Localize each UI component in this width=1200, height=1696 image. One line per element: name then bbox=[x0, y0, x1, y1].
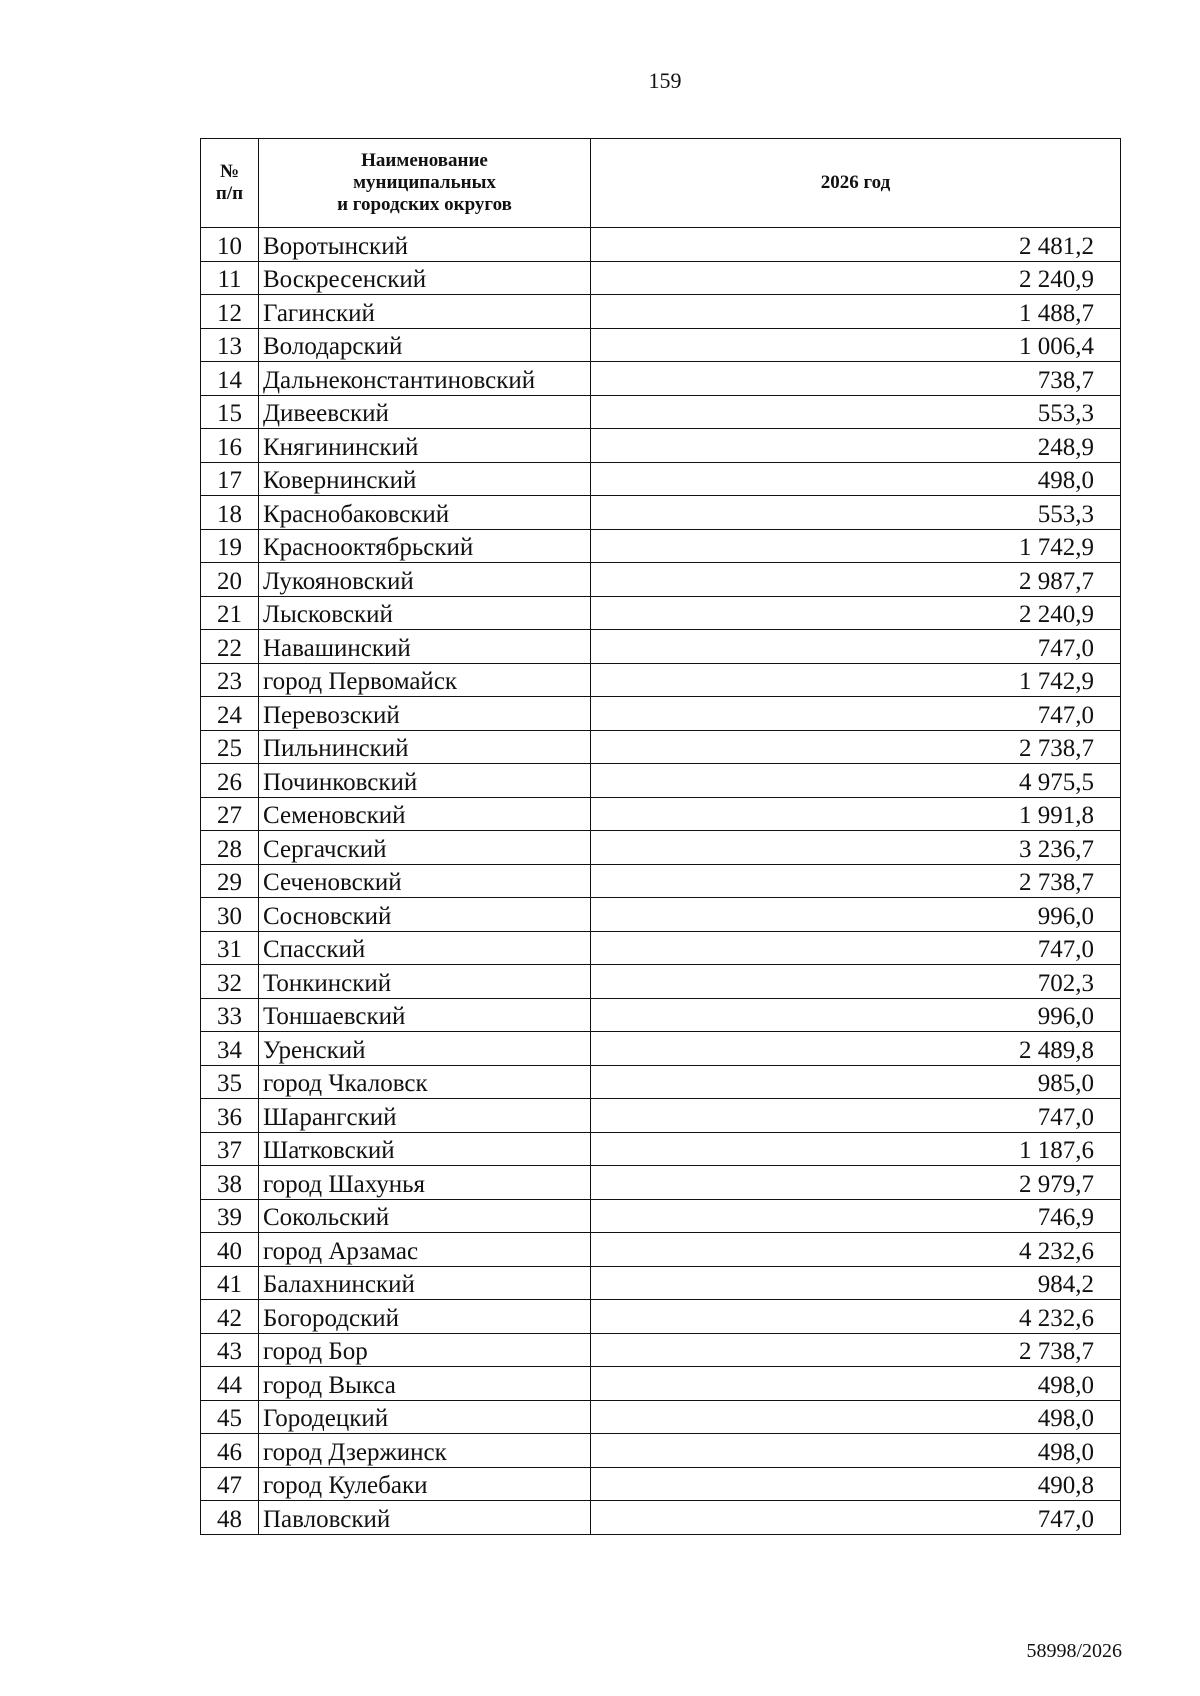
value-2026: 498,0 bbox=[591, 462, 1121, 496]
municipality-name: Спасский bbox=[259, 931, 591, 965]
value-2026: 553,3 bbox=[591, 395, 1121, 429]
table-row bbox=[201, 496, 1121, 530]
table-row bbox=[201, 1099, 1121, 1133]
value-2026: 1 742,9 bbox=[591, 529, 1121, 563]
table-row bbox=[201, 261, 1121, 295]
table-row bbox=[201, 1434, 1121, 1468]
value-2026: 2 738,7 bbox=[591, 730, 1121, 764]
municipality-name: Краснооктябрьский bbox=[259, 529, 591, 563]
municipality-name: Княгининский bbox=[259, 429, 591, 463]
row-number: 18 bbox=[201, 496, 259, 530]
municipality-name: Дальнеконстантиновский bbox=[259, 362, 591, 396]
municipality-name: Сеченовский bbox=[259, 864, 591, 898]
row-number: 10 bbox=[201, 228, 259, 262]
table-row bbox=[201, 730, 1121, 764]
table-row bbox=[201, 931, 1121, 965]
table-row bbox=[201, 328, 1121, 362]
municipality-name: Лысковский bbox=[259, 596, 591, 630]
table-row bbox=[201, 998, 1121, 1032]
municipality-name: Тоншаевский bbox=[259, 998, 591, 1032]
table-header bbox=[201, 139, 1121, 228]
value-2026: 747,0 bbox=[591, 1099, 1121, 1133]
municipality-name: Володарский bbox=[259, 328, 591, 362]
value-2026: 490,8 bbox=[591, 1467, 1121, 1501]
row-number: 45 bbox=[201, 1400, 259, 1434]
row-number: 13 bbox=[201, 328, 259, 362]
table-row bbox=[201, 462, 1121, 496]
row-number: 12 bbox=[201, 295, 259, 329]
value-2026: 996,0 bbox=[591, 898, 1121, 932]
header-value: 2026 год bbox=[591, 139, 1121, 228]
row-number: 42 bbox=[201, 1300, 259, 1334]
municipality-name: Уренский bbox=[259, 1032, 591, 1066]
value-2026: 1 991,8 bbox=[591, 797, 1121, 831]
row-number: 29 bbox=[201, 864, 259, 898]
value-2026: 2 738,7 bbox=[591, 1333, 1121, 1367]
value-2026: 1 488,7 bbox=[591, 295, 1121, 329]
value-2026: 4 975,5 bbox=[591, 764, 1121, 798]
value-2026: 4 232,6 bbox=[591, 1233, 1121, 1267]
row-number: 38 bbox=[201, 1166, 259, 1200]
municipality-name: Богородский bbox=[259, 1300, 591, 1334]
municipality-name: город Кулебаки bbox=[259, 1467, 591, 1501]
row-number: 17 bbox=[201, 462, 259, 496]
municipality-name: Павловский bbox=[259, 1501, 591, 1535]
row-number: 14 bbox=[201, 362, 259, 396]
value-2026: 747,0 bbox=[591, 697, 1121, 731]
value-2026: 1 006,4 bbox=[591, 328, 1121, 362]
table-row bbox=[201, 429, 1121, 463]
value-2026: 747,0 bbox=[591, 1501, 1121, 1535]
row-number: 24 bbox=[201, 697, 259, 731]
row-number: 31 bbox=[201, 931, 259, 965]
municipality-name: Лукояновский bbox=[259, 563, 591, 597]
municipality-name: Сокольский bbox=[259, 1199, 591, 1233]
table-row bbox=[201, 529, 1121, 563]
value-2026: 738,7 bbox=[591, 362, 1121, 396]
row-number: 11 bbox=[201, 261, 259, 295]
value-2026: 985,0 bbox=[591, 1065, 1121, 1099]
municipality-name: Гагинский bbox=[259, 295, 591, 329]
municipality-name: Перевозский bbox=[259, 697, 591, 731]
row-number: 15 bbox=[201, 395, 259, 429]
table-row bbox=[201, 1233, 1121, 1267]
table-row bbox=[201, 1333, 1121, 1367]
value-2026: 498,0 bbox=[591, 1400, 1121, 1434]
municipality-name: город Чкаловск bbox=[259, 1065, 591, 1099]
table-row bbox=[201, 1199, 1121, 1233]
value-2026: 996,0 bbox=[591, 998, 1121, 1032]
municipality-name: Воротынский bbox=[259, 228, 591, 262]
table-row bbox=[201, 1032, 1121, 1066]
row-number: 39 bbox=[201, 1199, 259, 1233]
table-row bbox=[201, 697, 1121, 731]
municipality-name: Городецкий bbox=[259, 1400, 591, 1434]
row-number: 34 bbox=[201, 1032, 259, 1066]
row-number: 19 bbox=[201, 529, 259, 563]
table-row bbox=[201, 1300, 1121, 1334]
value-2026: 2 481,2 bbox=[591, 228, 1121, 262]
table-row bbox=[201, 663, 1121, 697]
municipality-name: город Шахунья bbox=[259, 1166, 591, 1200]
table-row bbox=[201, 1467, 1121, 1501]
municipality-name: Шарангский bbox=[259, 1099, 591, 1133]
value-2026: 747,0 bbox=[591, 931, 1121, 965]
value-2026: 248,9 bbox=[591, 429, 1121, 463]
value-2026: 498,0 bbox=[591, 1367, 1121, 1401]
table-row bbox=[201, 764, 1121, 798]
table-body bbox=[201, 228, 1121, 1535]
table-row bbox=[201, 1132, 1121, 1166]
table-row bbox=[201, 1065, 1121, 1099]
row-number: 47 bbox=[201, 1467, 259, 1501]
municipality-name: город Выкса bbox=[259, 1367, 591, 1401]
value-2026: 1 742,9 bbox=[591, 663, 1121, 697]
table-row bbox=[201, 228, 1121, 262]
table-row bbox=[201, 1166, 1121, 1200]
value-2026: 553,3 bbox=[591, 496, 1121, 530]
row-number: 41 bbox=[201, 1266, 259, 1300]
value-2026: 2 489,8 bbox=[591, 1032, 1121, 1066]
municipality-name: город Первомайск bbox=[259, 663, 591, 697]
row-number: 36 bbox=[201, 1099, 259, 1133]
value-2026: 2 979,7 bbox=[591, 1166, 1121, 1200]
value-2026: 4 232,6 bbox=[591, 1300, 1121, 1334]
value-2026: 984,2 bbox=[591, 1266, 1121, 1300]
value-2026: 747,0 bbox=[591, 630, 1121, 664]
value-2026: 2 987,7 bbox=[591, 563, 1121, 597]
header-row bbox=[201, 139, 1121, 228]
table-row bbox=[201, 596, 1121, 630]
row-number: 28 bbox=[201, 831, 259, 865]
header-num: № п/п bbox=[201, 139, 259, 228]
table-row bbox=[201, 898, 1121, 932]
table-row bbox=[201, 1400, 1121, 1434]
table-row bbox=[201, 864, 1121, 898]
row-number: 46 bbox=[201, 1434, 259, 1468]
row-number: 16 bbox=[201, 429, 259, 463]
table-row bbox=[201, 1501, 1121, 1535]
table-row bbox=[201, 965, 1121, 999]
row-number: 22 bbox=[201, 630, 259, 664]
municipality-name: город Арзамас bbox=[259, 1233, 591, 1267]
row-number: 44 bbox=[201, 1367, 259, 1401]
row-number: 20 bbox=[201, 563, 259, 597]
document-id: 58998/2026 bbox=[1026, 1640, 1122, 1662]
row-number: 25 bbox=[201, 730, 259, 764]
municipality-name: Семеновский bbox=[259, 797, 591, 831]
municipality-name: Шатковский bbox=[259, 1132, 591, 1166]
table-row bbox=[201, 630, 1121, 664]
row-number: 33 bbox=[201, 998, 259, 1032]
municipality-name: Навашинский bbox=[259, 630, 591, 664]
municipality-name: Дивеевский bbox=[259, 395, 591, 429]
municipality-name: Сергачский bbox=[259, 831, 591, 865]
table-row bbox=[201, 797, 1121, 831]
row-number: 32 bbox=[201, 965, 259, 999]
table-row bbox=[201, 831, 1121, 865]
table-row bbox=[201, 395, 1121, 429]
value-2026: 3 236,7 bbox=[591, 831, 1121, 865]
municipality-name: Починковский bbox=[259, 764, 591, 798]
row-number: 37 bbox=[201, 1132, 259, 1166]
table-row bbox=[201, 563, 1121, 597]
table-row bbox=[201, 295, 1121, 329]
row-number: 27 bbox=[201, 797, 259, 831]
table-row bbox=[201, 1367, 1121, 1401]
value-2026: 2 240,9 bbox=[591, 596, 1121, 630]
row-number: 40 bbox=[201, 1233, 259, 1267]
row-number: 23 bbox=[201, 663, 259, 697]
municipality-name: город Бор bbox=[259, 1333, 591, 1367]
row-number: 21 bbox=[201, 596, 259, 630]
table-row bbox=[201, 1266, 1121, 1300]
municipality-name: Краснобаковский bbox=[259, 496, 591, 530]
municipality-name: Воскресенский bbox=[259, 261, 591, 295]
table-row bbox=[201, 362, 1121, 396]
municipality-name: город Дзержинск bbox=[259, 1434, 591, 1468]
value-2026: 702,3 bbox=[591, 965, 1121, 999]
header-name: Наименование муниципальных и городских округов bbox=[259, 139, 591, 228]
municipality-name: Сосновский bbox=[259, 898, 591, 932]
row-number: 35 bbox=[201, 1065, 259, 1099]
value-2026: 1 187,6 bbox=[591, 1132, 1121, 1166]
municipality-name: Пильнинский bbox=[259, 730, 591, 764]
page-number: 159 bbox=[648, 68, 682, 93]
value-2026: 498,0 bbox=[591, 1434, 1121, 1468]
municipality-name: Ковернинский bbox=[259, 462, 591, 496]
row-number: 26 bbox=[201, 764, 259, 798]
row-number: 43 bbox=[201, 1333, 259, 1367]
value-2026: 2 738,7 bbox=[591, 864, 1121, 898]
row-number: 48 bbox=[201, 1501, 259, 1535]
value-2026: 746,9 bbox=[591, 1199, 1121, 1233]
municipality-name: Балахнинский bbox=[259, 1266, 591, 1300]
municipal-table bbox=[200, 138, 1121, 1535]
municipality-name: Тонкинский bbox=[259, 965, 591, 999]
value-2026: 2 240,9 bbox=[591, 261, 1121, 295]
row-number: 30 bbox=[201, 898, 259, 932]
